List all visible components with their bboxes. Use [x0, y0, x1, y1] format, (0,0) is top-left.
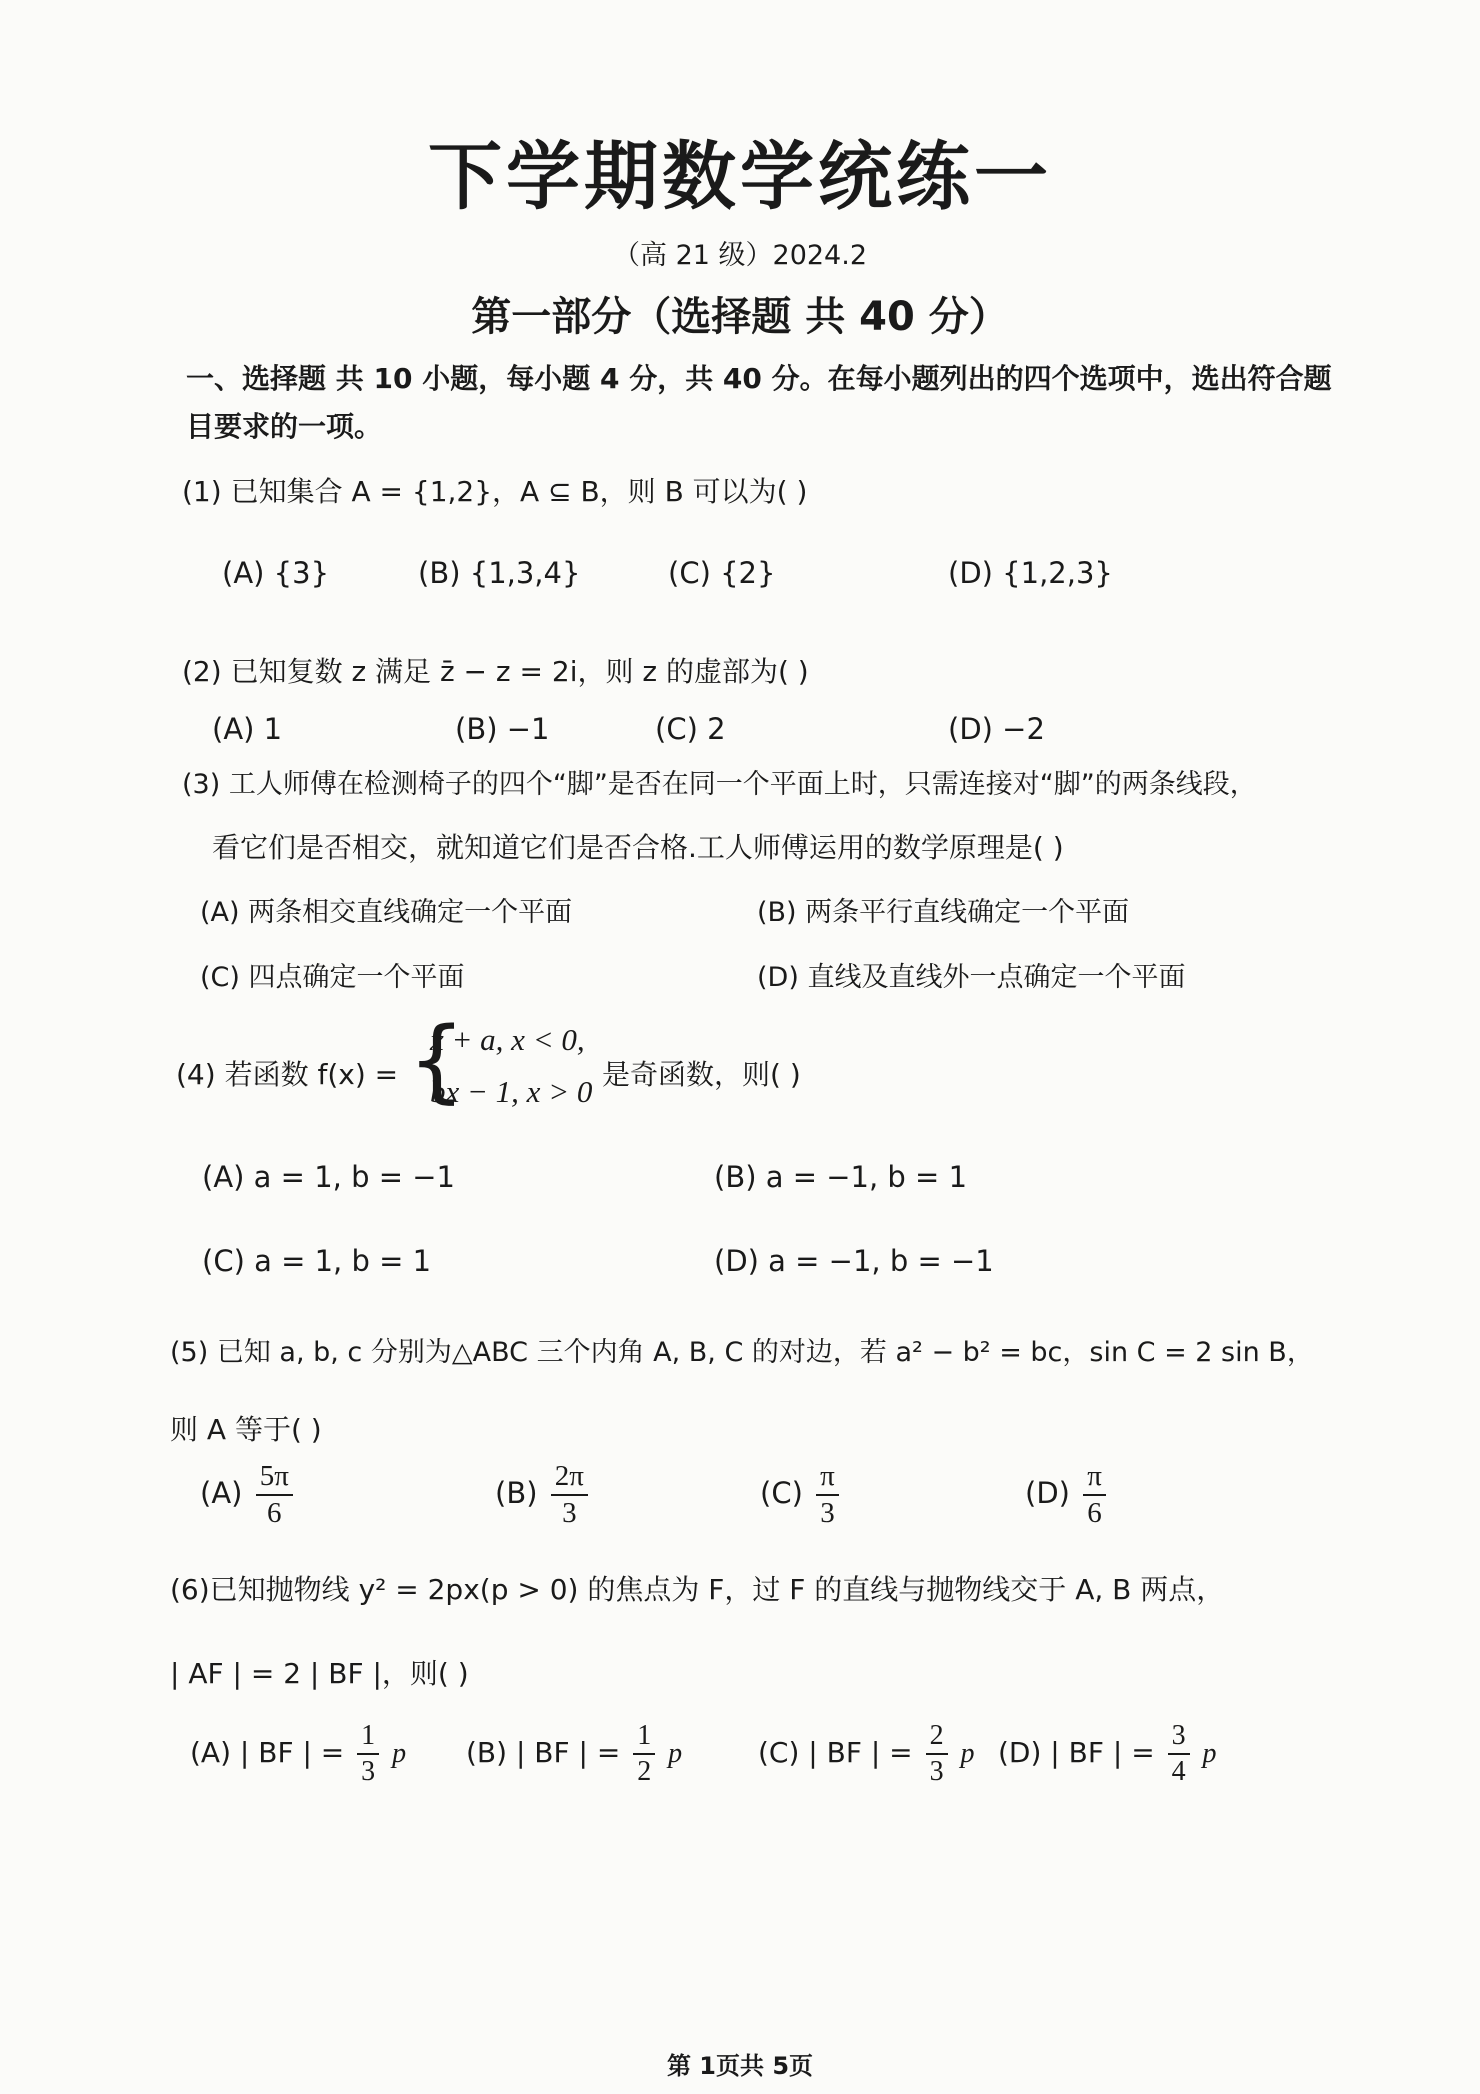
- question-4-option-b: (B) a = −1, b = 1: [714, 1160, 968, 1194]
- variable-p: p: [1202, 1738, 1217, 1769]
- question-2-option-a: (A) 1: [212, 712, 283, 746]
- denominator: 3: [820, 1497, 835, 1529]
- numerator: π: [816, 1462, 839, 1496]
- question-6-stem-line-1: (6)已知抛物线 y² = 2px(p > 0) 的焦点为 F，过 F 的直线与抛物线交于 A, B 两点，: [170, 1573, 1225, 1606]
- fraction: [256, 1462, 293, 1528]
- variable-p: p: [960, 1738, 975, 1769]
- question-1-stem: (1) 已知集合 A = {1,2}，A ⊆ B，则 B 可以为( ): [182, 475, 808, 508]
- question-5-option-d: [1025, 1462, 1110, 1528]
- question-5-option-c: [760, 1462, 843, 1528]
- question-3-option-d: (D) 直线及直线外一点确定一个平面: [757, 962, 1186, 993]
- page-number: 第 1页共 5页: [666, 2052, 814, 2080]
- question-4-stem-prefix: (4) 若函数 f(x) =: [176, 1058, 399, 1091]
- variable-p: p: [668, 1738, 683, 1769]
- question-4-case-1: x + a, x < 0,: [430, 1022, 585, 1057]
- question-5-stem-line-1: (5) 已知 a, b, c 分别为△ABC 三个内角 A, B, C 的对边，若 a² − b² = bc，sin C = 2 sin B，: [170, 1337, 1314, 1368]
- question-6-option-d: [998, 1722, 1216, 1786]
- question-2-stem: (2) 已知复数 z 满足 z̄ − z = 2i，则 z 的虚部为( ): [182, 655, 809, 688]
- question-3-option-b: (B) 两条平行直线确定一个平面: [757, 897, 1130, 928]
- option-label: (C): [760, 1476, 803, 1510]
- denominator: 3: [929, 1756, 944, 1787]
- question-5-stem-line-2: 则 A 等于( ): [170, 1413, 322, 1446]
- numerator: 2: [926, 1722, 948, 1755]
- fraction: [1083, 1462, 1106, 1528]
- denominator: 4: [1171, 1756, 1186, 1787]
- question-3-option-a: (A) 两条相交直线确定一个平面: [200, 897, 573, 928]
- part-heading: 第一部分（选择题 共 40 分）: [471, 294, 1009, 340]
- numerator: 2π: [551, 1462, 588, 1496]
- option-label: (B): [495, 1476, 538, 1510]
- question-5-option-b: [495, 1462, 592, 1528]
- question-4-option-d: (D) a = −1, b = −1: [714, 1244, 994, 1278]
- question-1-option-b: (B) {1,3,4}: [418, 556, 581, 590]
- numerator: 1: [633, 1722, 655, 1755]
- question-5-option-a: [200, 1462, 297, 1528]
- option-label: (D): [1025, 1476, 1070, 1510]
- question-1-option-c: (C) {2}: [668, 556, 776, 590]
- question-4-case-2: bx − 1, x > 0: [430, 1074, 593, 1109]
- exam-subtitle: （高 21 级）2024.2: [613, 240, 867, 271]
- question-3-option-c: (C) 四点确定一个平面: [200, 962, 465, 993]
- fraction: [816, 1462, 839, 1528]
- question-3-stem-line-1: (3) 工人师傅在检测椅子的四个“脚”是否在同一个平面上时，只需连接对“脚”的两条线段，: [182, 769, 1257, 800]
- question-4-option-c: (C) a = 1, b = 1: [202, 1244, 432, 1278]
- denominator: 6: [267, 1497, 282, 1529]
- option-label: (B) | BF | =: [466, 1736, 621, 1769]
- option-label: (C) | BF | =: [758, 1736, 913, 1769]
- denominator: 2: [637, 1756, 652, 1787]
- option-label: (A) | BF | =: [190, 1736, 345, 1769]
- variable-p: p: [392, 1738, 407, 1769]
- fraction: [1168, 1722, 1190, 1786]
- section-instructions: 一、选择题 共 10 小题，每小题 4 分，共 40 分。在每小题列出的四个选项中，选出符合题目要求的一项。: [186, 362, 1332, 443]
- page-title: 下学期数学统练一: [428, 134, 1052, 220]
- numerator: 1: [357, 1722, 379, 1755]
- option-label: (A): [200, 1476, 243, 1510]
- option-label: (D) | BF | =: [998, 1736, 1155, 1769]
- question-1-option-d: (D) {1,2,3}: [948, 556, 1113, 590]
- numerator: 3: [1168, 1722, 1190, 1755]
- question-3-stem-line-2: 看它们是否相交，就知道它们是否合格.工人师傅运用的数学原理是( ): [212, 831, 1064, 864]
- denominator: 3: [361, 1756, 376, 1787]
- numerator: π: [1083, 1462, 1106, 1496]
- numerator: 5π: [256, 1462, 293, 1496]
- fraction: [357, 1722, 379, 1786]
- fraction: [551, 1462, 588, 1528]
- question-2-option-c: (C) 2: [655, 712, 726, 746]
- piecewise-brace: {: [408, 1008, 466, 1113]
- question-6-option-a: [190, 1722, 406, 1786]
- fraction: [926, 1722, 948, 1786]
- denominator: 3: [562, 1497, 577, 1529]
- question-1-option-a: (A) {3}: [222, 556, 330, 590]
- question-6-option-b: [466, 1722, 682, 1786]
- fraction: [633, 1722, 655, 1786]
- denominator: 6: [1087, 1497, 1102, 1529]
- question-2-option-b: (B) −1: [455, 712, 550, 746]
- question-2-option-d: (D) −2: [948, 712, 1045, 746]
- question-6-stem-line-2: | AF | = 2 | BF |，则( ): [170, 1657, 469, 1690]
- question-4-option-a: (A) a = 1, b = −1: [202, 1160, 455, 1194]
- question-6-option-c: [758, 1722, 974, 1786]
- question-4-stem-suffix: 是奇函数，则( ): [602, 1058, 801, 1091]
